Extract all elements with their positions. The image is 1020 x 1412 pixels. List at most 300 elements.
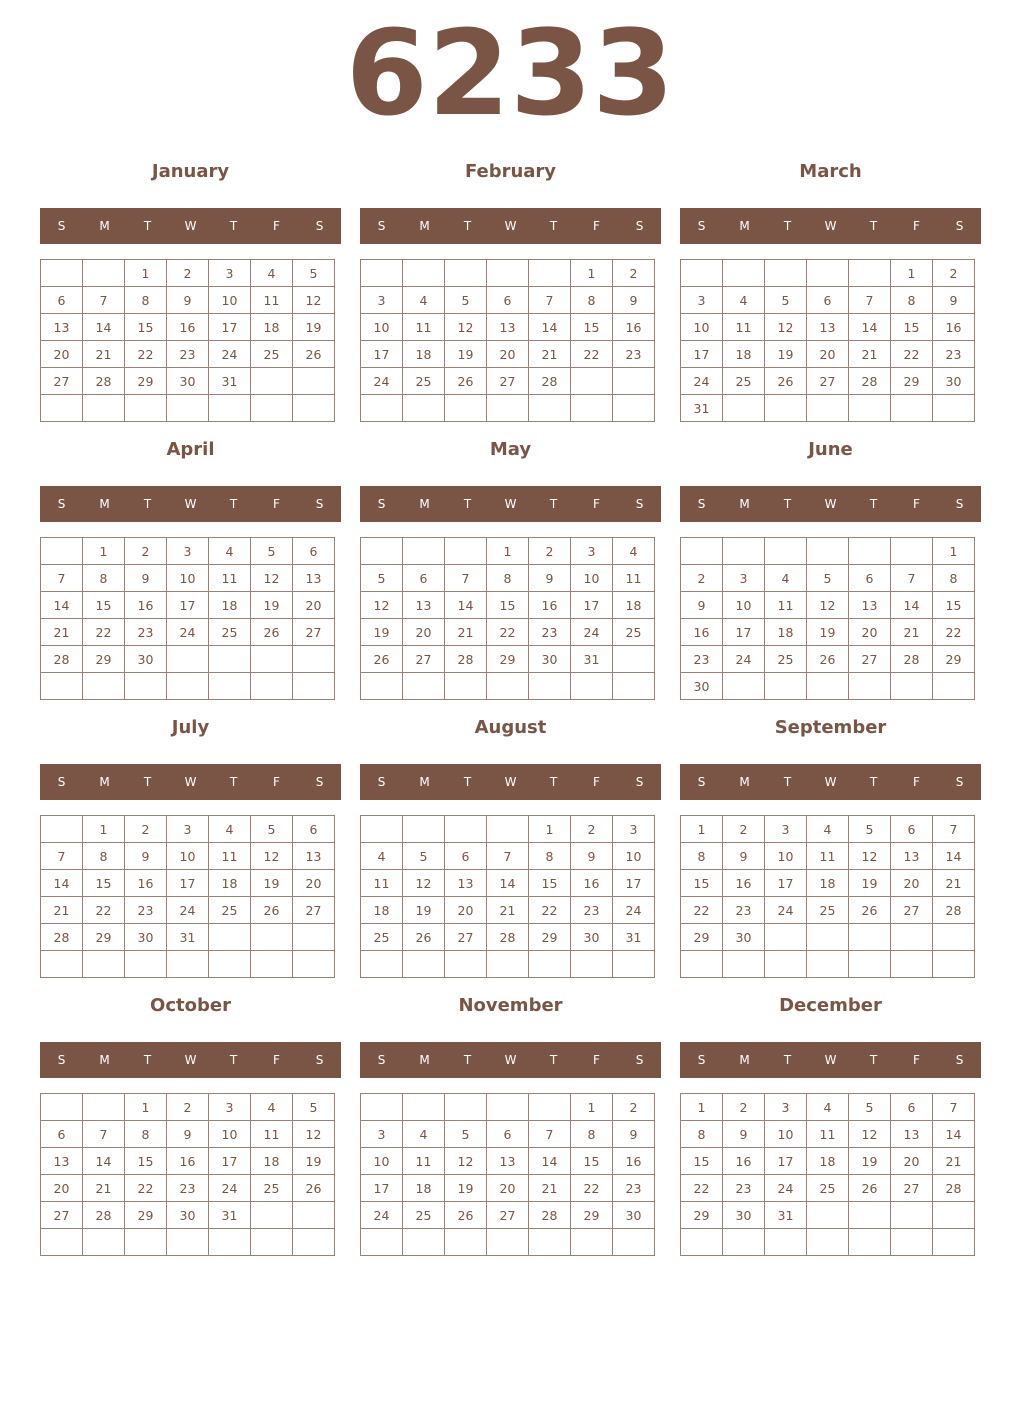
weekday-header bbox=[360, 208, 661, 244]
day-cell: 25 bbox=[807, 897, 849, 924]
day-cell bbox=[125, 395, 167, 422]
day-cell: 2 bbox=[723, 816, 765, 843]
day-cell: 22 bbox=[891, 341, 933, 368]
month-name: October bbox=[150, 995, 231, 1016]
day-cell: 11 bbox=[807, 843, 849, 870]
day-cell bbox=[807, 924, 849, 951]
day-cell bbox=[209, 395, 251, 422]
day-cell bbox=[403, 951, 445, 978]
day-cell bbox=[613, 951, 655, 978]
weekday-label: W bbox=[184, 219, 197, 233]
day-cell: 19 bbox=[849, 1148, 891, 1175]
weekday-label: S bbox=[377, 1053, 386, 1067]
day-cell: 28 bbox=[529, 1202, 571, 1229]
week-row bbox=[681, 1148, 975, 1175]
day-cell: 30 bbox=[529, 646, 571, 673]
day-cell: 8 bbox=[83, 843, 125, 870]
day-cell bbox=[571, 368, 613, 395]
day-cell: 10 bbox=[361, 1148, 403, 1175]
day-cell: 4 bbox=[403, 287, 445, 314]
day-cell bbox=[487, 816, 529, 843]
weekday-label: S bbox=[57, 219, 66, 233]
day-cell bbox=[445, 951, 487, 978]
weekday-header bbox=[360, 1042, 661, 1078]
day-cell: 14 bbox=[891, 592, 933, 619]
day-cell: 23 bbox=[613, 1175, 655, 1202]
weekday-label: T bbox=[143, 775, 152, 789]
day-cell: 3 bbox=[681, 287, 723, 314]
day-cell: 27 bbox=[487, 1202, 529, 1229]
day-cell: 14 bbox=[933, 1121, 975, 1148]
day-cell: 17 bbox=[723, 619, 765, 646]
day-cell bbox=[293, 673, 335, 700]
week-row bbox=[361, 565, 655, 592]
day-cell: 3 bbox=[167, 538, 209, 565]
day-cell: 31 bbox=[167, 924, 209, 951]
weekday-label: T bbox=[143, 219, 152, 233]
weekday-label: T bbox=[783, 775, 792, 789]
day-cell bbox=[251, 924, 293, 951]
day-cell: 6 bbox=[487, 1121, 529, 1148]
day-cell bbox=[445, 395, 487, 422]
weekday-label: F bbox=[273, 219, 280, 233]
week-row bbox=[681, 368, 975, 395]
day-cell: 17 bbox=[209, 314, 251, 341]
day-cell: 6 bbox=[293, 816, 335, 843]
day-cell bbox=[209, 924, 251, 951]
week-row bbox=[361, 341, 655, 368]
day-cell: 29 bbox=[571, 1202, 613, 1229]
week-row bbox=[41, 843, 335, 870]
day-cell: 16 bbox=[613, 314, 655, 341]
week-row bbox=[681, 565, 975, 592]
weekday-label: F bbox=[913, 219, 920, 233]
day-cell bbox=[361, 260, 403, 287]
day-grid bbox=[360, 537, 655, 700]
day-cell: 24 bbox=[765, 1175, 807, 1202]
day-cell: 22 bbox=[487, 619, 529, 646]
day-cell: 8 bbox=[487, 565, 529, 592]
day-cell: 2 bbox=[571, 816, 613, 843]
weekday-label: S bbox=[635, 775, 644, 789]
day-cell bbox=[83, 395, 125, 422]
day-cell: 26 bbox=[445, 368, 487, 395]
day-cell: 6 bbox=[403, 565, 445, 592]
day-cell: 4 bbox=[403, 1121, 445, 1148]
day-cell: 1 bbox=[83, 816, 125, 843]
day-cell: 15 bbox=[529, 870, 571, 897]
day-cell: 11 bbox=[723, 314, 765, 341]
day-cell: 9 bbox=[613, 1121, 655, 1148]
day-cell bbox=[571, 951, 613, 978]
day-cell: 20 bbox=[487, 341, 529, 368]
weekday-label: T bbox=[463, 219, 472, 233]
day-cell: 14 bbox=[933, 843, 975, 870]
day-cell: 27 bbox=[41, 1202, 83, 1229]
day-cell: 25 bbox=[209, 619, 251, 646]
month-name: January bbox=[151, 161, 230, 182]
day-cell bbox=[403, 260, 445, 287]
day-cell: 9 bbox=[613, 287, 655, 314]
day-cell bbox=[167, 646, 209, 673]
day-cell: 26 bbox=[293, 341, 335, 368]
day-cell: 21 bbox=[891, 619, 933, 646]
weekday-label: M bbox=[419, 775, 430, 789]
day-cell: 17 bbox=[209, 1148, 251, 1175]
weekday-label: T bbox=[463, 775, 472, 789]
week-row bbox=[361, 1175, 655, 1202]
day-cell: 18 bbox=[613, 592, 655, 619]
day-cell: 15 bbox=[83, 592, 125, 619]
day-cell: 22 bbox=[681, 897, 723, 924]
day-cell: 29 bbox=[933, 646, 975, 673]
day-cell: 1 bbox=[933, 538, 975, 565]
day-cell: 28 bbox=[529, 368, 571, 395]
weekday-label: M bbox=[419, 497, 430, 511]
day-cell: 3 bbox=[361, 1121, 403, 1148]
week-row bbox=[681, 592, 975, 619]
day-cell: 18 bbox=[403, 1175, 445, 1202]
day-cell: 9 bbox=[529, 565, 571, 592]
day-cell: 25 bbox=[403, 368, 445, 395]
day-grid bbox=[680, 259, 975, 422]
day-cell bbox=[251, 395, 293, 422]
day-cell: 28 bbox=[933, 1175, 975, 1202]
day-cell: 23 bbox=[167, 1175, 209, 1202]
day-cell: 8 bbox=[125, 287, 167, 314]
weekday-label: S bbox=[377, 775, 386, 789]
day-cell: 4 bbox=[723, 287, 765, 314]
week-row bbox=[361, 287, 655, 314]
weekday-label: T bbox=[463, 1053, 472, 1067]
month-name: August bbox=[474, 717, 547, 738]
month-name: November bbox=[458, 995, 563, 1016]
day-cell: 4 bbox=[209, 816, 251, 843]
week-row bbox=[681, 1229, 975, 1256]
day-cell: 4 bbox=[765, 565, 807, 592]
day-cell: 15 bbox=[681, 870, 723, 897]
week-row bbox=[361, 1148, 655, 1175]
day-cell bbox=[209, 646, 251, 673]
week-row bbox=[681, 260, 975, 287]
day-cell: 2 bbox=[613, 260, 655, 287]
day-cell bbox=[681, 538, 723, 565]
weekday-label: S bbox=[377, 497, 386, 511]
day-cell bbox=[807, 1229, 849, 1256]
day-cell bbox=[487, 951, 529, 978]
day-cell: 21 bbox=[933, 1148, 975, 1175]
year-title: 6233 bbox=[345, 4, 675, 142]
day-cell: 18 bbox=[807, 1148, 849, 1175]
weekday-label: S bbox=[635, 219, 644, 233]
day-cell: 5 bbox=[361, 565, 403, 592]
day-cell: 19 bbox=[293, 314, 335, 341]
day-cell: 11 bbox=[361, 870, 403, 897]
day-cell: 8 bbox=[571, 287, 613, 314]
day-cell: 10 bbox=[209, 1121, 251, 1148]
day-cell: 7 bbox=[83, 287, 125, 314]
day-cell: 11 bbox=[209, 565, 251, 592]
day-cell: 9 bbox=[167, 1121, 209, 1148]
weekday-header bbox=[680, 764, 981, 800]
day-cell: 15 bbox=[681, 1148, 723, 1175]
weekday-header bbox=[40, 486, 341, 522]
week-row bbox=[41, 646, 335, 673]
day-cell: 10 bbox=[167, 843, 209, 870]
day-cell: 16 bbox=[723, 1148, 765, 1175]
day-cell bbox=[445, 1229, 487, 1256]
day-cell: 31 bbox=[681, 395, 723, 422]
day-cell: 27 bbox=[445, 924, 487, 951]
day-cell: 15 bbox=[83, 870, 125, 897]
day-cell: 29 bbox=[487, 646, 529, 673]
day-cell: 5 bbox=[849, 1094, 891, 1121]
day-cell bbox=[933, 1202, 975, 1229]
week-row bbox=[681, 646, 975, 673]
day-cell: 7 bbox=[83, 1121, 125, 1148]
day-cell: 20 bbox=[891, 870, 933, 897]
day-cell: 9 bbox=[723, 843, 765, 870]
day-cell: 27 bbox=[891, 1175, 933, 1202]
weekday-label: S bbox=[315, 497, 324, 511]
day-cell bbox=[293, 368, 335, 395]
day-cell: 6 bbox=[41, 1121, 83, 1148]
day-cell: 25 bbox=[807, 1175, 849, 1202]
day-cell bbox=[529, 1229, 571, 1256]
day-cell: 28 bbox=[41, 924, 83, 951]
day-cell bbox=[849, 260, 891, 287]
day-cell: 11 bbox=[251, 1121, 293, 1148]
day-cell bbox=[361, 816, 403, 843]
day-cell: 9 bbox=[933, 287, 975, 314]
weekday-label: S bbox=[57, 497, 66, 511]
day-cell: 13 bbox=[891, 1121, 933, 1148]
day-cell: 24 bbox=[765, 897, 807, 924]
day-cell: 21 bbox=[529, 1175, 571, 1202]
weekday-label: S bbox=[697, 775, 706, 789]
weekday-label: M bbox=[99, 775, 110, 789]
day-cell bbox=[613, 395, 655, 422]
weekday-label: M bbox=[739, 497, 750, 511]
day-cell: 11 bbox=[765, 592, 807, 619]
day-cell bbox=[613, 1229, 655, 1256]
day-cell: 15 bbox=[487, 592, 529, 619]
weekday-label: S bbox=[57, 1053, 66, 1067]
weekday-label: T bbox=[229, 1053, 238, 1067]
day-cell: 13 bbox=[293, 843, 335, 870]
day-cell: 28 bbox=[445, 646, 487, 673]
day-cell: 23 bbox=[125, 897, 167, 924]
day-cell: 20 bbox=[487, 1175, 529, 1202]
day-cell: 22 bbox=[83, 619, 125, 646]
day-cell: 7 bbox=[41, 843, 83, 870]
week-row bbox=[681, 538, 975, 565]
day-cell bbox=[251, 951, 293, 978]
weekday-label: W bbox=[504, 219, 517, 233]
day-grid bbox=[680, 537, 975, 700]
day-cell bbox=[891, 1202, 933, 1229]
day-cell bbox=[361, 673, 403, 700]
day-cell: 12 bbox=[251, 565, 293, 592]
weekday-label: S bbox=[955, 1053, 964, 1067]
day-cell: 2 bbox=[125, 538, 167, 565]
day-cell: 6 bbox=[807, 287, 849, 314]
day-cell: 10 bbox=[765, 1121, 807, 1148]
day-cell bbox=[41, 1094, 83, 1121]
day-cell: 16 bbox=[529, 592, 571, 619]
day-cell: 14 bbox=[487, 870, 529, 897]
day-cell bbox=[445, 1094, 487, 1121]
day-cell: 23 bbox=[571, 897, 613, 924]
day-cell: 11 bbox=[251, 287, 293, 314]
day-cell: 30 bbox=[125, 924, 167, 951]
day-cell: 12 bbox=[445, 1148, 487, 1175]
week-row bbox=[681, 1121, 975, 1148]
week-row bbox=[681, 1202, 975, 1229]
month-may bbox=[360, 436, 661, 667]
day-cell bbox=[529, 260, 571, 287]
day-cell: 28 bbox=[83, 368, 125, 395]
day-cell: 1 bbox=[83, 538, 125, 565]
day-cell: 18 bbox=[723, 341, 765, 368]
day-cell: 10 bbox=[613, 843, 655, 870]
day-cell: 19 bbox=[765, 341, 807, 368]
week-row bbox=[361, 1202, 655, 1229]
day-cell: 1 bbox=[125, 260, 167, 287]
day-cell bbox=[167, 1229, 209, 1256]
day-cell: 25 bbox=[613, 619, 655, 646]
day-cell: 5 bbox=[293, 260, 335, 287]
week-row bbox=[41, 1094, 335, 1121]
weekday-label: F bbox=[273, 497, 280, 511]
day-cell: 3 bbox=[209, 1094, 251, 1121]
day-cell: 20 bbox=[807, 341, 849, 368]
day-cell: 29 bbox=[681, 1202, 723, 1229]
month-february bbox=[360, 158, 661, 389]
day-cell: 14 bbox=[529, 1148, 571, 1175]
day-cell: 16 bbox=[125, 592, 167, 619]
week-row bbox=[361, 619, 655, 646]
day-cell: 17 bbox=[167, 870, 209, 897]
day-cell bbox=[723, 395, 765, 422]
day-grid bbox=[40, 537, 335, 700]
day-cell: 31 bbox=[209, 1202, 251, 1229]
day-cell: 10 bbox=[361, 314, 403, 341]
day-grid bbox=[360, 259, 655, 422]
day-cell bbox=[891, 538, 933, 565]
day-cell bbox=[891, 673, 933, 700]
weekday-label: W bbox=[824, 775, 837, 789]
day-cell: 20 bbox=[41, 341, 83, 368]
weekday-label: F bbox=[593, 497, 600, 511]
weekday-label: T bbox=[229, 219, 238, 233]
week-row bbox=[41, 619, 335, 646]
weekday-label: S bbox=[315, 775, 324, 789]
day-cell: 22 bbox=[933, 619, 975, 646]
day-cell: 9 bbox=[125, 843, 167, 870]
month-march bbox=[680, 158, 981, 416]
weekday-label: T bbox=[549, 775, 558, 789]
weekday-label: S bbox=[955, 497, 964, 511]
day-cell: 21 bbox=[83, 341, 125, 368]
week-row bbox=[681, 619, 975, 646]
day-cell: 30 bbox=[167, 1202, 209, 1229]
day-cell bbox=[807, 260, 849, 287]
day-cell bbox=[361, 395, 403, 422]
weekday-label: W bbox=[824, 219, 837, 233]
day-cell: 6 bbox=[891, 1094, 933, 1121]
day-cell bbox=[403, 395, 445, 422]
week-row bbox=[361, 924, 655, 951]
month-november bbox=[360, 992, 661, 1223]
day-cell: 23 bbox=[125, 619, 167, 646]
day-cell: 31 bbox=[209, 368, 251, 395]
day-cell bbox=[891, 924, 933, 951]
day-cell: 23 bbox=[723, 897, 765, 924]
week-row bbox=[41, 673, 335, 700]
week-row bbox=[361, 673, 655, 700]
day-cell: 15 bbox=[125, 314, 167, 341]
day-cell: 27 bbox=[891, 897, 933, 924]
day-cell: 30 bbox=[723, 1202, 765, 1229]
week-row bbox=[361, 843, 655, 870]
weekday-label: M bbox=[99, 1053, 110, 1067]
day-cell bbox=[529, 673, 571, 700]
month-name: December bbox=[779, 995, 882, 1016]
day-cell: 27 bbox=[293, 897, 335, 924]
day-cell: 7 bbox=[849, 287, 891, 314]
month-name: April bbox=[166, 439, 215, 460]
week-row bbox=[361, 951, 655, 978]
day-grid bbox=[40, 1093, 335, 1256]
day-cell bbox=[41, 538, 83, 565]
day-cell: 16 bbox=[125, 870, 167, 897]
day-cell bbox=[891, 951, 933, 978]
day-cell bbox=[403, 538, 445, 565]
weekday-label: T bbox=[869, 219, 878, 233]
weekday-label: S bbox=[315, 1053, 324, 1067]
day-cell: 3 bbox=[571, 538, 613, 565]
day-cell: 25 bbox=[251, 1175, 293, 1202]
day-cell: 29 bbox=[681, 924, 723, 951]
week-row bbox=[41, 897, 335, 924]
day-cell: 5 bbox=[765, 287, 807, 314]
day-cell bbox=[487, 673, 529, 700]
day-cell: 14 bbox=[445, 592, 487, 619]
day-cell bbox=[209, 673, 251, 700]
day-grid bbox=[40, 815, 335, 978]
day-cell bbox=[571, 673, 613, 700]
weekday-label: T bbox=[783, 219, 792, 233]
day-cell: 3 bbox=[723, 565, 765, 592]
day-cell bbox=[723, 538, 765, 565]
month-december bbox=[680, 992, 981, 1223]
day-cell: 8 bbox=[571, 1121, 613, 1148]
day-cell: 12 bbox=[403, 870, 445, 897]
day-cell: 22 bbox=[681, 1175, 723, 1202]
day-cell: 1 bbox=[681, 816, 723, 843]
day-cell: 5 bbox=[445, 287, 487, 314]
day-cell: 21 bbox=[849, 341, 891, 368]
weekday-label: F bbox=[593, 219, 600, 233]
day-grid bbox=[680, 815, 975, 978]
month-name: September bbox=[774, 717, 887, 738]
week-row bbox=[361, 314, 655, 341]
day-grid bbox=[40, 259, 335, 422]
day-cell: 7 bbox=[529, 287, 571, 314]
day-cell: 16 bbox=[933, 314, 975, 341]
week-row bbox=[361, 395, 655, 422]
